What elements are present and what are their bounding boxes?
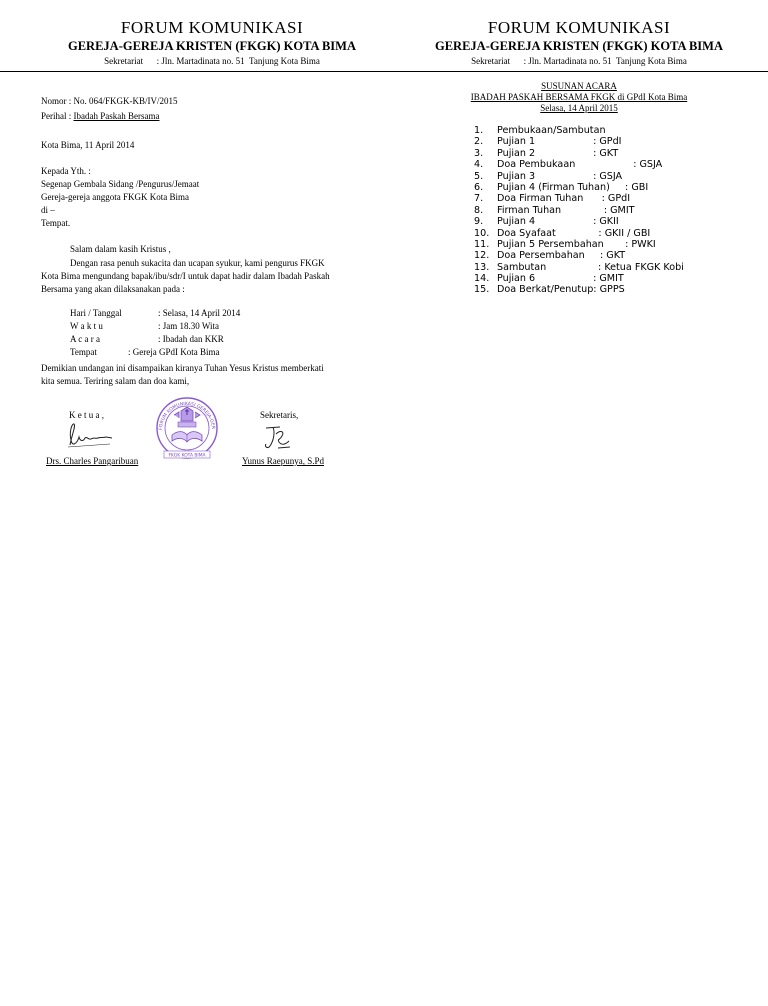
- agenda-num: 11.: [474, 238, 490, 250]
- closing-line: kita semua. Teriring salam dan doa kami,: [41, 376, 190, 386]
- event-label: Hari / Tanggal: [70, 308, 122, 318]
- subject-value: Ibadah Paskah Bersama: [73, 111, 160, 121]
- agenda-text: Pujian 4 : GKII: [497, 216, 619, 228]
- letterhead-address: Sekretariat : Jln. Martadinata no. 51 Tanjung Kota Bima: [471, 56, 687, 66]
- recipient-line: di –: [41, 205, 55, 215]
- agenda-num: 2.: [474, 136, 484, 148]
- agenda-text: Pembukaan/Sambutan: [497, 125, 606, 136]
- agenda-num: 9.: [474, 216, 484, 228]
- agenda-text: Pujian 2 : GKT: [497, 147, 619, 159]
- event-label: W a k t u: [70, 321, 103, 331]
- agenda-text: Firman Tuhan : GMIT: [497, 204, 635, 216]
- agenda-num: 12.: [474, 250, 490, 262]
- agenda-text: Pujian 3 : GSJA: [497, 170, 623, 182]
- recipient-line: Tempat.: [41, 218, 71, 228]
- letterhead-left: [42, 18, 382, 67]
- agenda-title: SUSUNAN ACARA: [541, 81, 617, 91]
- agenda-num: 15.: [474, 284, 490, 296]
- agenda-num: 3.: [474, 147, 484, 159]
- agenda-subtitle: IBADAH PASKAH BERSAMA FKGK di GPdI Kota Bima: [470, 92, 688, 102]
- agenda-text: Pujian 5 Persembahan : PWKI: [497, 238, 656, 250]
- letterhead-org: GEREJA-GEREJA KRISTEN (FKGK) KOTA BIMA: [435, 39, 723, 53]
- letter-number: Nomor : No. 064/FKGK-KB/IV/2015: [41, 96, 178, 106]
- secretary-signature-icon: [258, 422, 298, 452]
- agenda-text: Sambutan : Ketua FKGK Kobi: [497, 261, 684, 273]
- body-line: Bersama yang akan dilaksanakan pada :: [41, 284, 185, 294]
- agenda-num: 1.: [474, 125, 484, 136]
- agenda-num: 13.: [474, 261, 490, 273]
- recipient-line: Kepada Yth. :: [41, 166, 91, 176]
- agenda-date: Selasa, 14 April 2015: [540, 103, 618, 113]
- subject-label: Perihal :: [41, 111, 74, 121]
- chair-title: K e t u a ,: [69, 410, 104, 420]
- recipient-line: Segenap Gembala Sidang /Pengurus/Jemaat: [41, 179, 200, 189]
- agenda-num: 10.: [474, 227, 490, 239]
- agenda-text: Doa Syafaat : GKII / GBI: [497, 227, 651, 239]
- seal-text: FORUM KOMUNIKASI GEREJA-GER: [158, 401, 216, 431]
- recipient-line: Gereja-gereja anggota FKGK Kota Bima: [41, 192, 189, 202]
- event-label: Tempat: [70, 347, 97, 357]
- seal-caption: FKGK KOTA BIMA: [168, 453, 206, 459]
- place-date: Kota Bima, 11 April 2014: [41, 140, 135, 150]
- organization-seal-icon: [152, 395, 222, 465]
- event-value: : Jam 18.30 Wita: [158, 321, 219, 331]
- event-value: : Ibadah dan KKR: [158, 334, 224, 344]
- letterhead-title: FORUM KOMUNIKASI: [487, 18, 671, 37]
- greeting: Salam dalam kasih Kristus ,: [70, 244, 171, 254]
- chair-name: Drs. Charles Pangaribuan: [46, 456, 139, 466]
- event-label: A c a r a: [70, 334, 100, 344]
- letterhead-org: GEREJA-GEREJA KRISTEN (FKGK) KOTA BIMA: [68, 39, 356, 53]
- chair-signature-icon: [62, 420, 117, 452]
- agenda-num: 7.: [474, 193, 484, 205]
- agenda-text: Doa Firman Tuhan : GPdI: [497, 193, 631, 205]
- header-divider: [0, 71, 768, 72]
- agenda-num: 5.: [474, 170, 484, 182]
- secretary-title: Sekretaris,: [260, 410, 299, 420]
- body-line: Kota Bima mengundang bapak/ibu/sdr/I untuk dapat hadir dalam Ibadah Paskah: [41, 271, 330, 281]
- letterhead-right: [409, 18, 749, 67]
- event-value: : Gereja GPdI Kota Bima: [128, 347, 220, 357]
- closing-line: Demikian undangan ini disampaikan kiranya Tuhan Yesus Kristus memberkati: [41, 363, 324, 373]
- agenda-num: 6.: [474, 181, 484, 193]
- agenda-text: Pujian 4 (Firman Tuhan) : GBI: [497, 181, 649, 193]
- letter-subject: [41, 110, 159, 123]
- letterhead-title: FORUM KOMUNIKASI: [120, 18, 304, 37]
- agenda-num: 14.: [474, 273, 490, 285]
- agenda-text: Doa Persembahan : GKT: [497, 250, 626, 262]
- agenda-text: Doa Berkat/Penutup: GPPS: [497, 284, 625, 296]
- letterhead-address: Sekretariat : Jln. Martadinata no. 51 Tanjung Kota Bima: [104, 56, 320, 66]
- secretary-name: Yunus Raepunya, S.Pd: [242, 456, 325, 466]
- body-line: Dengan rasa penuh sukacita dan ucapan syukur, kami pengurus FKGK: [70, 258, 325, 268]
- agenda-num: 8.: [474, 204, 484, 216]
- agenda-text: Pujian 1 : GPdI: [497, 136, 622, 148]
- agenda-text: Doa Pembukaan : GSJA: [497, 159, 663, 171]
- agenda-num: 4.: [474, 159, 484, 171]
- agenda-text: Pujian 6 : GMIT: [497, 273, 624, 285]
- event-value: : Selasa, 14 April 2014: [158, 308, 241, 318]
